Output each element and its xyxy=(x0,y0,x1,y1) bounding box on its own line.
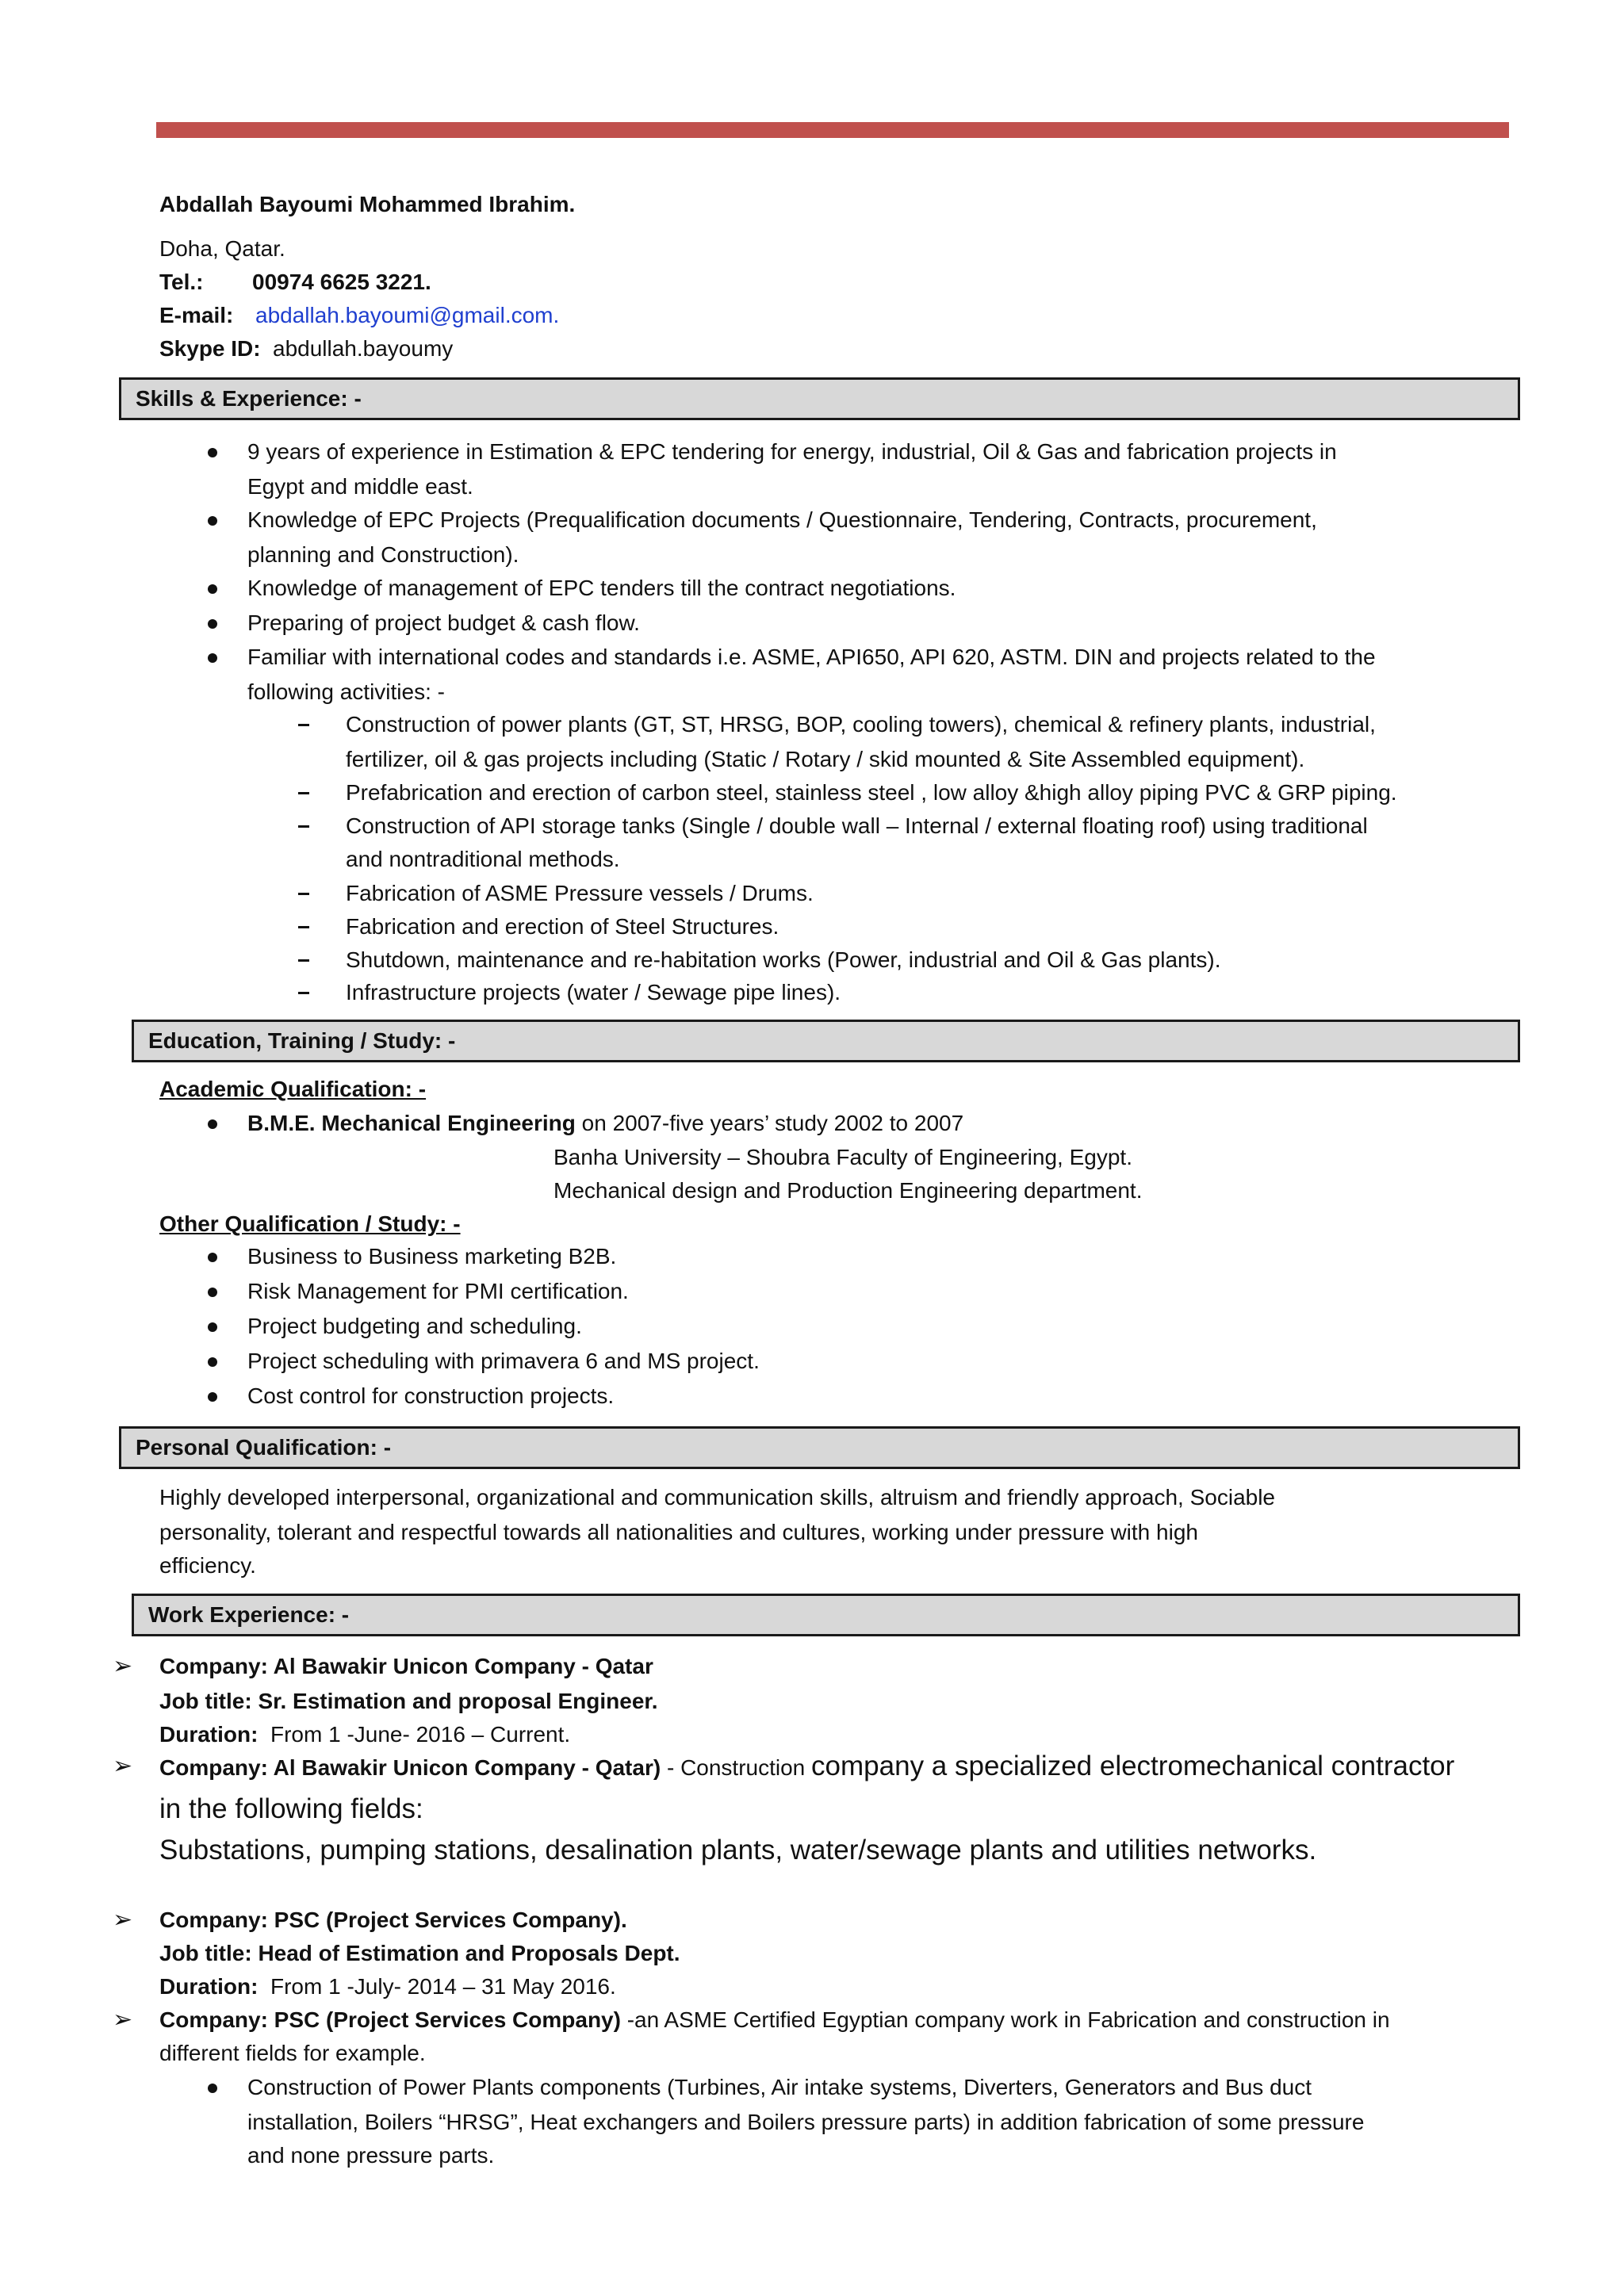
email-label: E-mail: xyxy=(159,303,234,327)
company-separator: - Construction xyxy=(661,1755,812,1780)
duration-value: From 1 -June- 2016 – Current. xyxy=(270,1722,571,1747)
skype-value: abdullah.bayoumy xyxy=(273,336,454,361)
header-rule xyxy=(156,122,1509,138)
bullet xyxy=(208,516,217,526)
personal-text-line: efficiency. xyxy=(159,1553,256,1578)
degree-line xyxy=(247,1108,963,1139)
department: Mechanical design and Production Engineering department. xyxy=(553,1178,1143,1203)
section-personal: Personal Qualification: - xyxy=(119,1426,1520,1469)
degree-details: on 2007-five years’ study 2002 to 2007 xyxy=(575,1111,964,1135)
list-item-cont: installation, Boilers “HRSG”, Heat exchangers and Boilers pressure parts) in addition fabrication of some pressure xyxy=(247,2110,1365,2134)
company-name: Company: PSC (Project Services Company) xyxy=(159,2007,621,2032)
tel-value: 00974 6625 3221. xyxy=(252,270,431,294)
dash-bullet xyxy=(298,959,309,962)
bullet xyxy=(208,1119,217,1129)
dash-bullet xyxy=(298,893,309,895)
arrow-bullet-icon: ➢ xyxy=(113,1907,133,1933)
arrow-bullet-icon: ➢ xyxy=(113,2007,133,2033)
list-item: Project budgeting and scheduling. xyxy=(247,1314,582,1338)
arrow-bullet-icon: ➢ xyxy=(113,1753,133,1779)
location: Doha, Qatar. xyxy=(159,236,285,261)
duration-value: From 1 -July- 2014 – 31 May 2016. xyxy=(270,1974,616,1999)
list-item-cont: planning and Construction). xyxy=(247,542,519,567)
list-item: Preparing of project budget & cash flow. xyxy=(247,610,640,635)
email-link[interactable]: abdallah.bayoumi@gmail.com. xyxy=(255,303,560,327)
section-education: Education, Training / Study: - xyxy=(132,1020,1520,1062)
list-item: Familiar with international codes and standards i.e. ASME, API650, API 620, ASTM. DIN and projects related to the xyxy=(247,645,1376,669)
university: Banha University – Shoubra Faculty of Engineering, Egypt. xyxy=(553,1145,1132,1169)
academic-heading: Academic Qualification: - xyxy=(159,1077,427,1101)
list-item: Knowledge of EPC Projects (Prequalification documents / Questionnaire, Tendering, Contracts, procurement, xyxy=(247,507,1317,532)
duration-label: Duration: xyxy=(159,1722,259,1747)
list-item: Knowledge of management of EPC tenders till the contract negotiations. xyxy=(247,576,956,600)
duration-line xyxy=(159,1971,616,2003)
company-name: Company: Al Bawakir Unicon Company - Qatar) xyxy=(159,1755,661,1780)
company-description-cont: different fields for example. xyxy=(159,2041,426,2065)
list-item-cont: following activities: - xyxy=(247,679,445,704)
bullet xyxy=(208,1322,217,1332)
list-item: Business to Business marketing B2B. xyxy=(247,1244,617,1269)
list-item-cont: Egypt and middle east. xyxy=(247,474,473,499)
dash-bullet xyxy=(298,792,309,794)
candidate-name: Abdallah Bayoumi Mohammed Ibrahim. xyxy=(159,192,576,216)
tel-label: Tel.: xyxy=(159,270,204,294)
section-skills: Skills & Experience: - xyxy=(119,377,1520,420)
sub-item: Fabrication and erection of Steel Structures. xyxy=(346,914,779,939)
company-description-cont: Substations, pumping stations, desalination plants, water/sewage plants and utilities networks. xyxy=(159,1835,1317,1866)
list-item: Project scheduling with primavera 6 and MS project. xyxy=(247,1349,760,1373)
bullet xyxy=(208,619,217,629)
job-title-line: Job title: Sr. Estimation and proposal Engineer. xyxy=(159,1689,658,1713)
dash-bullet xyxy=(298,825,309,828)
list-item: 9 years of experience in Estimation & EPC tendering for energy, industrial, Oil & Gas and fabrication projects in xyxy=(247,439,1337,464)
company-description: company a specialized electromechanical contractor xyxy=(811,1751,1455,1781)
sub-item: Construction of power plants (GT, ST, HRSG, BOP, cooling towers), chemical & refinery plants, industrial, xyxy=(346,712,1376,737)
personal-text-line: personality, tolerant and respectful towards all nationalities and cultures, working under pressure with high xyxy=(159,1520,1198,1544)
other-qualification-heading: Other Qualification / Study: - xyxy=(159,1211,461,1236)
job-title-line: Job title: Head of Estimation and Proposals Dept. xyxy=(159,1941,680,1965)
company-description-cont: in the following fields: xyxy=(159,1793,423,1824)
duration-label: Duration: xyxy=(159,1974,259,1999)
personal-text-line: Highly developed interpersonal, organizational and communication skills, altruism and friendly approach, Sociable xyxy=(159,1485,1275,1510)
company-line: Company: Al Bawakir Unicon Company - Qatar xyxy=(159,1654,653,1678)
sub-item: Prefabrication and erection of carbon steel, stainless steel , low alloy &high alloy piping PVC & GRP piping. xyxy=(346,780,1397,805)
list-item: Construction of Power Plants components (Turbines, Air intake systems, Diverters, Generators and Bus duct xyxy=(247,2075,1312,2099)
sub-item-cont: fertilizer, oil & gas projects including (Static / Rotary / skid mounted & Site Assembled equipment). xyxy=(346,747,1305,771)
list-item-cont: and none pressure parts. xyxy=(247,2143,495,2168)
company-line: Company: PSC (Project Services Company). xyxy=(159,1908,627,1932)
bullet xyxy=(208,584,217,594)
section-work: Work Experience: - xyxy=(132,1594,1520,1636)
sub-item: Construction of API storage tanks (Single / double wall – Internal / external floating roof) using traditional xyxy=(346,813,1368,838)
dash-bullet xyxy=(298,724,309,726)
sub-item: Fabrication of ASME Pressure vessels / Drums. xyxy=(346,881,814,905)
sub-item: Shutdown, maintenance and re-habitation works (Power, industrial and Oil & Gas plants). xyxy=(346,947,1221,972)
bullet xyxy=(208,2084,217,2093)
bullet xyxy=(208,1253,217,1262)
bullet xyxy=(208,1288,217,1297)
list-item: Cost control for construction projects. xyxy=(247,1383,615,1408)
bullet xyxy=(208,1392,217,1402)
duration-line xyxy=(159,1719,570,1751)
bullet xyxy=(208,653,217,663)
dash-bullet xyxy=(298,926,309,928)
list-item: Risk Management for PMI certification. xyxy=(247,1279,629,1303)
sub-item: Infrastructure projects (water / Sewage pipe lines). xyxy=(346,980,841,1004)
skype-label: Skype ID: xyxy=(159,336,261,361)
company-description-line xyxy=(159,2004,1390,2036)
bullet xyxy=(208,1357,217,1367)
degree-title: B.M.E. Mechanical Engineering xyxy=(247,1111,576,1135)
company-description: -an ASME Certified Egyptian company work in Fabrication and construction in xyxy=(620,2007,1390,2032)
arrow-bullet-icon: ➢ xyxy=(113,1653,133,1679)
sub-item-cont: and nontraditional methods. xyxy=(346,847,620,871)
dash-bullet xyxy=(298,992,309,994)
bullet xyxy=(208,448,217,457)
company-description-line xyxy=(159,1751,1454,1782)
